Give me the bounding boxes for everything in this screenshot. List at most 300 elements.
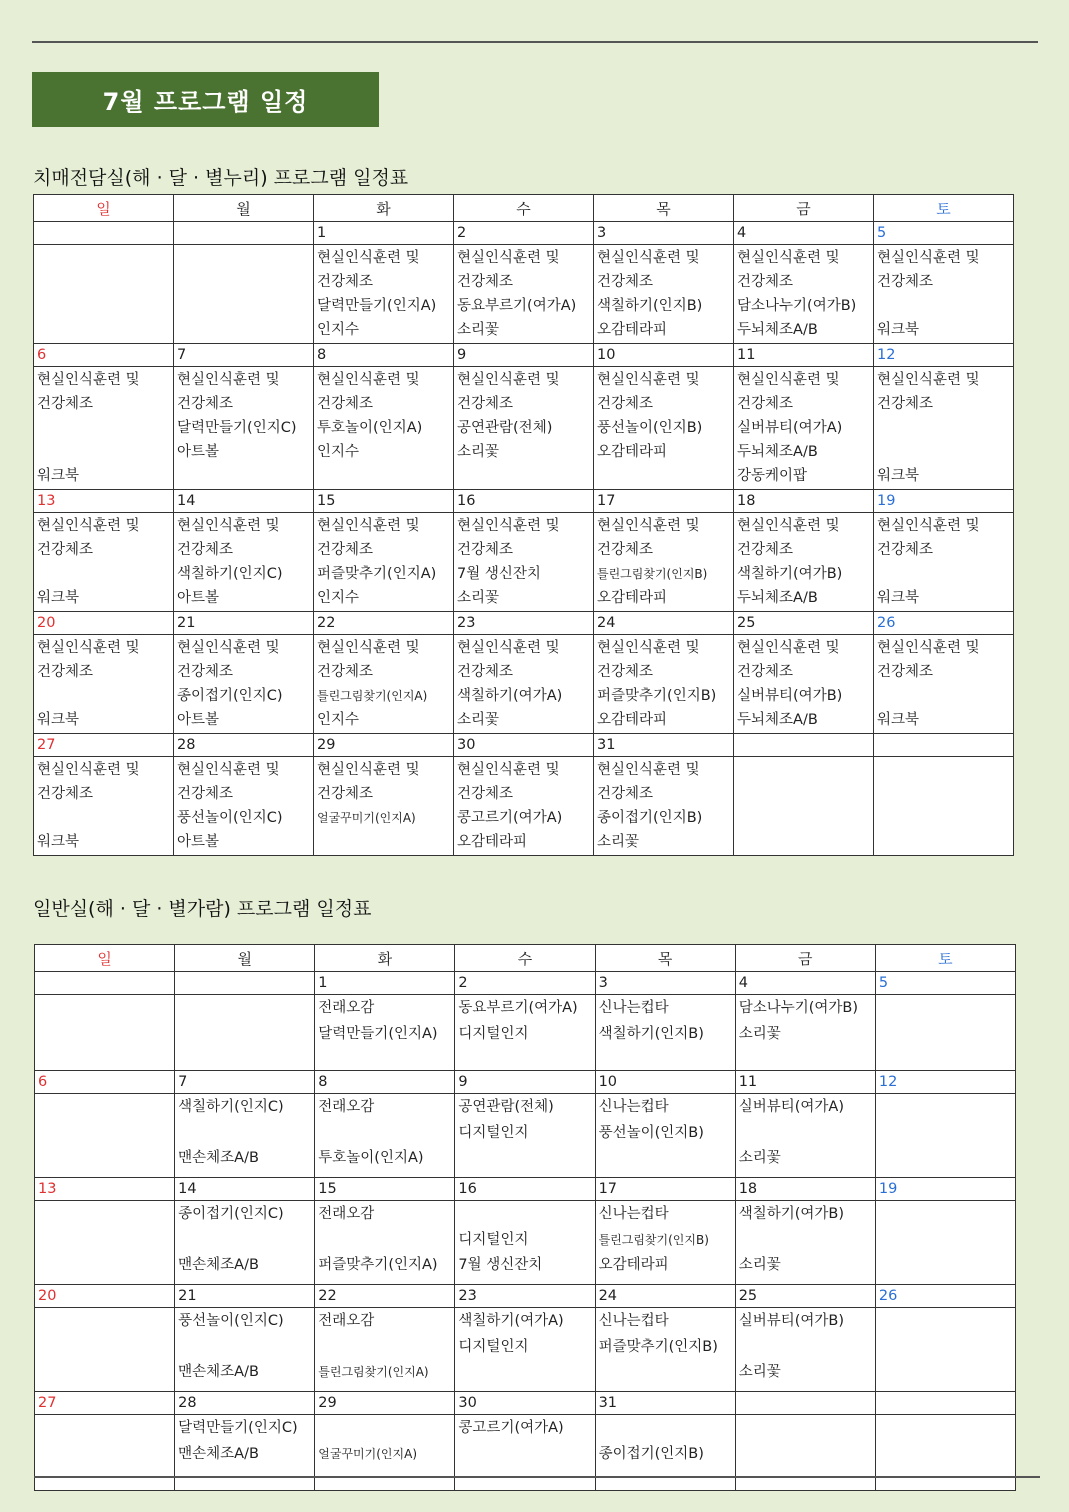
activity-line: 색칠하기(여가B) [737,566,843,582]
activity-line [877,416,1010,440]
activity-line: 건강체조 [37,396,94,412]
date-number: 17 [595,1178,735,1201]
date-number: 13 [35,1178,175,1201]
activity-line: 건강체조 [457,786,514,802]
activity-line [37,806,170,830]
weekday-header: 일 [35,945,175,972]
date-row [34,344,1014,367]
date-number: 31 [594,734,734,757]
date-number: 12 [875,1071,1015,1094]
date-number: 9 [454,344,594,367]
activity-line: 7월 생신잔치 [458,1257,543,1273]
activity-row [35,1415,1016,1491]
date-number [875,1392,1015,1415]
activity-line: 실버뷰티(여가A) [737,420,843,436]
activity-line [38,1121,171,1147]
activity-cell [594,635,734,734]
activity-line: 신나는컵타 [598,1099,669,1115]
activity-line: 맨손체조A/B [178,1445,259,1462]
date-number: 15 [314,490,454,513]
activity-line: 풍선놀이(인지C) [177,810,283,826]
date-number: 26 [874,612,1014,635]
activity-cell [454,635,594,734]
activity-cell [34,245,174,344]
date-number: 16 [454,490,594,513]
activity-line: 오감테라피 [457,834,528,850]
activity-line [458,1442,591,1468]
activity-cell [175,1308,315,1392]
activity-line: 현실인식훈련 및 [177,518,280,534]
activity-line: 현실인식훈련 및 [317,762,420,778]
activity-cell [315,995,455,1071]
activity-line: 건강체조 [737,542,794,558]
date-number [734,734,874,757]
activity-cell [454,367,594,490]
activity-line: 두뇌체조A/B [737,322,818,338]
activity-line: 두뇌체조A/B [737,712,818,728]
activity-line [739,1121,872,1147]
activity-line: 동요부르기(여가A) [457,298,577,314]
activity-line: 신나는컵타 [598,1000,669,1016]
activity-line: 현실인식훈련 및 [37,762,140,778]
activity-line: 건강체조 [597,396,654,412]
activity-line: 건강체조 [37,542,94,558]
date-row [35,1392,1016,1415]
activity-line: 색칠하기(인지B) [597,298,703,314]
activity-line: 건강체조 [457,274,514,290]
weekday-header: 금 [734,195,874,222]
activity-line: 소리꽃 [457,444,500,460]
date-number: 23 [455,1285,595,1308]
activity-line: 콩고르기(여가A) [458,1420,564,1436]
activity-line: 전래오감 [318,1099,375,1115]
activity-line: 건강체조 [737,396,794,412]
date-number: 16 [455,1178,595,1201]
activity-line [318,1335,451,1361]
weekday-header: 수 [455,945,595,972]
activity-cell [174,367,314,490]
activity-line: 현실인식훈련 및 [177,640,280,656]
activity-line [739,1416,872,1442]
activity-cell [734,245,874,344]
activity-line [877,806,1010,830]
table1-title: 치매전담실(해 · 달 · 별누리) 프로그램 일정표 [33,167,409,189]
activity-line [318,1121,451,1147]
activity-line [879,1335,1012,1361]
activity-line: 현실인식훈련 및 [737,640,840,656]
activity-line: 현실인식훈련 및 [877,250,980,266]
activity-line: 워크북 [877,590,920,606]
activity-line: 건강체조 [457,664,514,680]
activity-line: 건강체조 [457,542,514,558]
activity-line: 건강체조 [177,396,234,412]
bottom-divider [34,1476,1040,1478]
activity-line [317,830,450,854]
activity-line [739,1228,872,1254]
activity-cell [34,635,174,734]
activity-line [38,1202,171,1228]
activity-line [458,1146,591,1172]
activity-cell [454,757,594,856]
activity-line: 실버뷰티(여가B) [737,688,843,704]
activity-line: 담소나누기(여가B) [738,1000,859,1016]
activity-line: 건강체조 [597,274,654,290]
activity-cell [595,1308,735,1392]
activity-line: 디지털인지 [458,1124,529,1141]
activity-cell [315,1094,455,1178]
activity-line [37,562,170,586]
activity-line [879,1416,1012,1442]
activity-cell [594,757,734,856]
activity-line: 실버뷰티(여가B) [738,1313,845,1329]
date-number: 19 [874,490,1014,513]
dementia-care-schedule-table [33,194,1014,856]
date-number [35,972,175,995]
activity-line: 담소나누기(여가B) [737,298,857,314]
activity-line: 전래오감 [318,1313,375,1329]
activity-line: 달력만들기(인지C) [178,1420,298,1436]
date-number: 31 [595,1392,735,1415]
table2-title: 일반실(해 · 달 · 별가람) 프로그램 일정표 [33,898,372,920]
date-number: 5 [874,222,1014,245]
date-number: 21 [174,612,314,635]
activity-row [35,995,1016,1071]
activity-cell [875,1094,1015,1178]
activity-line: 종이접기(인지C) [178,1206,284,1222]
activity-line [879,1202,1012,1228]
activity-line: 현실인식훈련 및 [597,762,700,778]
date-number: 3 [594,222,734,245]
activity-cell [35,1415,175,1491]
activity-cell [35,995,175,1071]
date-number: 26 [875,1285,1015,1308]
activity-line [877,294,1010,318]
weekday-header: 월 [174,195,314,222]
activity-line: 소리꽃 [738,1025,781,1042]
activity-line: 풍선놀이(인지B) [597,420,703,436]
activity-cell [455,1308,595,1392]
activity-cell [875,1201,1015,1285]
activity-line [38,1228,171,1254]
weekday-header: 화 [314,195,454,222]
date-number: 2 [455,972,595,995]
activity-cell [595,1094,735,1178]
activity-line [877,758,1010,782]
date-row [35,1178,1016,1201]
activity-cell [315,1415,455,1491]
activity-cell [34,757,174,856]
activity-line [879,1309,1012,1335]
activity-line: 현실인식훈련 및 [177,762,280,778]
activity-line [458,1202,591,1228]
activity-line: 현실인식훈련 및 [737,250,840,266]
date-number [175,972,315,995]
activity-line [178,1228,311,1254]
activity-cell [455,1201,595,1285]
activity-cell [314,513,454,612]
activity-line [879,1442,1012,1468]
date-number: 28 [175,1392,315,1415]
activity-line: 종이접기(인지B) [597,810,703,826]
activity-line: 맨손체조A/B [178,1364,259,1380]
activity-line: 건강체조 [37,664,94,680]
activity-line: 신나는컵타 [598,1313,669,1329]
activity-line: 소리꽃 [738,1364,781,1380]
activity-line [877,782,1010,806]
activity-line [38,1442,171,1468]
activity-cell [174,245,314,344]
activity-line: 7월 생신잔치 [457,566,541,582]
activity-cell [175,1201,315,1285]
activity-line: 색칠하기(여가A) [457,688,563,704]
activity-cell [875,995,1015,1071]
date-number: 30 [455,1392,595,1415]
activity-line: 현실인식훈련 및 [597,518,700,534]
activity-cell [455,1415,595,1491]
activity-line: 퍼즐맞추기(인지A) [318,1257,438,1273]
activity-line [737,806,870,830]
activity-cell [874,757,1014,856]
activity-cell [174,635,314,734]
activity-line: 종이접기(인지B) [598,1445,704,1462]
activity-row [34,367,1014,490]
date-number: 18 [734,490,874,513]
weekday-header: 금 [735,945,875,972]
date-number: 1 [314,222,454,245]
activity-line [457,464,590,488]
activity-line [739,1442,872,1468]
activity-cell [735,995,875,1071]
date-number: 15 [315,1178,455,1201]
activity-line [599,1360,732,1386]
activity-line: 달력만들기(인지A) [317,298,437,314]
activity-line: 건강체조 [37,786,94,802]
date-number: 21 [175,1285,315,1308]
activity-line [38,1309,171,1335]
date-row [34,490,1014,513]
activity-line [177,246,310,270]
activity-line: 강동케이팝 [737,468,808,484]
activity-cell [315,1308,455,1392]
activity-line: 현실인식훈련 및 [597,372,700,388]
activity-line [178,1335,311,1361]
activity-line: 워크북 [37,834,80,850]
activity-line: 공연관람(전체) [458,1099,554,1115]
activity-line: 인지수 [317,322,360,338]
activity-cell [35,1201,175,1285]
date-number: 3 [595,972,735,995]
activity-line: 현실인식훈련 및 [37,518,140,534]
activity-cell [874,513,1014,612]
activity-line: 인지수 [317,712,360,728]
activity-line [318,1228,451,1254]
activity-row [34,635,1014,734]
activity-line: 오감테라피 [597,712,668,728]
activity-line: 현실인식훈련 및 [877,518,980,534]
date-number: 27 [34,734,174,757]
activity-line [879,1253,1012,1279]
activity-line: 현실인식훈련 및 [37,640,140,656]
date-number: 20 [34,612,174,635]
activity-line: 현실인식훈련 및 [317,372,420,388]
activity-cell [594,513,734,612]
activity-line: 인지수 [317,590,360,606]
activity-line [737,758,870,782]
activity-cell [175,1415,315,1491]
activity-line [178,1022,311,1048]
activity-line [879,1228,1012,1254]
activity-cell [875,1308,1015,1392]
activity-cell [315,1201,455,1285]
activity-cell [175,1094,315,1178]
activity-line: 종이접기(인지C) [177,688,283,704]
activity-line: 현실인식훈련 및 [457,518,560,534]
activity-line: 건강체조 [877,542,934,558]
activity-cell [314,635,454,734]
activity-line: 공연관람(전체) [457,420,553,436]
activity-cell [595,1415,735,1491]
activity-cell [594,367,734,490]
activity-line: 두뇌체조A/B [737,590,818,606]
date-row [35,1285,1016,1308]
activity-line: 오감테라피 [597,444,668,460]
activity-line [177,294,310,318]
activity-line: 건강체조 [317,542,374,558]
activity-line: 디지털인지 [458,1025,529,1042]
activity-line: 현실인식훈련 및 [317,640,420,656]
date-number [735,1392,875,1415]
activity-line [737,782,870,806]
activity-line: 건강체조 [317,274,374,290]
activity-line: 건강체조 [317,664,374,680]
date-number: 14 [175,1178,315,1201]
date-row [34,734,1014,757]
activity-line: 워크북 [877,712,920,728]
top-divider [32,41,1038,43]
date-number: 29 [315,1392,455,1415]
activity-line: 현실인식훈련 및 [177,372,280,388]
activity-cell [454,245,594,344]
activity-line: 워크북 [877,468,920,484]
activity-line: 얼굴꾸미기(인지A) [318,1446,417,1461]
activity-line: 맨손체조A/B [178,1257,259,1273]
activity-line: 퍼즐맞추기(인지B) [598,1338,718,1355]
activity-line: 퍼즐맞추기(인지A) [317,566,437,582]
activity-line [458,1360,591,1386]
activity-line: 건강체조 [317,396,374,412]
activity-line: 건강체조 [877,664,934,680]
activity-line: 신나는컵타 [598,1206,669,1222]
activity-line [38,996,171,1022]
activity-cell [735,1094,875,1178]
activity-cell [35,1094,175,1178]
activity-line: 색칠하기(인지B) [598,1025,704,1042]
activity-line: 투호놀이(인지A) [318,1150,424,1166]
activity-line: 색칠하기(인지C) [177,566,283,582]
activity-line: 건강체조 [877,396,934,412]
activity-cell [735,1201,875,1285]
date-number: 24 [595,1285,735,1308]
activity-row [35,1201,1016,1285]
activity-line: 인지수 [317,444,360,460]
date-number: 8 [314,344,454,367]
activity-line [38,1022,171,1048]
date-number [174,222,314,245]
activity-row [34,245,1014,344]
activity-line: 틀린그림찾기(인지A) [317,689,428,703]
activity-row [35,1308,1016,1392]
activity-line: 현실인식훈련 및 [457,640,560,656]
activity-line [879,1360,1012,1386]
activity-line: 색칠하기(여가B) [738,1206,845,1222]
date-number: 11 [734,344,874,367]
date-number [874,734,1014,757]
activity-cell [175,995,315,1071]
activity-cell [455,1094,595,1178]
date-number: 18 [735,1178,875,1201]
activity-line [38,1416,171,1442]
activity-line: 소리꽃 [738,1150,781,1166]
date-number: 8 [315,1071,455,1094]
activity-line: 디지털인지 [458,1338,529,1355]
activity-cell [35,1308,175,1392]
activity-line: 건강체조 [457,396,514,412]
date-number: 28 [174,734,314,757]
activity-line [877,562,1010,586]
activity-line [597,464,730,488]
activity-line [879,1095,1012,1121]
activity-cell [735,1308,875,1392]
weekday-header: 월 [175,945,315,972]
activity-cell [455,995,595,1071]
activity-line: 건강체조 [177,664,234,680]
activity-cell [34,367,174,490]
activity-line [599,1146,732,1172]
date-number: 12 [874,344,1014,367]
activity-line [177,270,310,294]
activity-line: 현실인식훈련 및 [317,518,420,534]
date-number: 5 [875,972,1015,995]
activity-line: 현실인식훈련 및 [737,518,840,534]
activity-cell [595,1201,735,1285]
activity-line: 현실인식훈련 및 [597,640,700,656]
date-number: 13 [34,490,174,513]
page-title-banner: 7월 프로그램 일정 [32,72,379,127]
activity-line [37,440,170,464]
date-number: 2 [454,222,594,245]
activity-cell [734,367,874,490]
activity-line [38,1253,171,1279]
activity-line: 건강체조 [177,542,234,558]
activity-cell [34,513,174,612]
activity-cell [734,635,874,734]
activity-line: 현실인식훈련 및 [457,372,560,388]
date-number: 30 [454,734,594,757]
activity-line: 현실인식훈련 및 [317,250,420,266]
activity-line [877,440,1010,464]
activity-cell [314,245,454,344]
activity-line: 실버뷰티(여가A) [738,1099,844,1115]
date-number: 11 [735,1071,875,1094]
activity-line: 현실인식훈련 및 [877,640,980,656]
activity-line [37,416,170,440]
activity-line: 색칠하기(여가A) [458,1313,564,1329]
activity-line [599,1416,732,1442]
date-number: 4 [734,222,874,245]
date-number: 6 [35,1071,175,1094]
activity-line: 건강체조 [877,274,934,290]
activity-line: 맨손체조A/B [178,1150,259,1166]
